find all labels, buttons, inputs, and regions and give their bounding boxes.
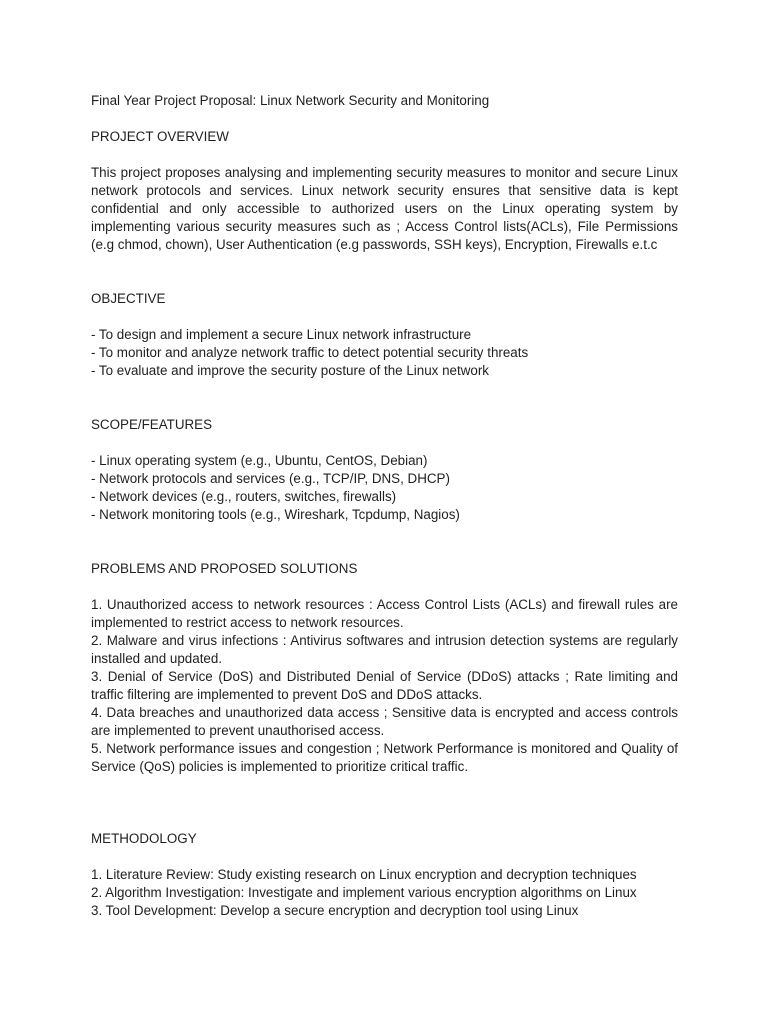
list-item: 3. Tool Development: Develop a secure encryption and decryption tool using Linux	[91, 903, 579, 918]
objective-heading: OBJECTIVE	[91, 291, 166, 306]
list-item: 1. Unauthorized access to network resources : Access Control Lists (ACLs) and firewall rules are implemented to restrict access to network resources.	[91, 597, 678, 630]
spacer	[91, 254, 678, 290]
overview-paragraph: This project proposes analysing and implementing security measures to monitor and secure Linux network protocols and services. Linux network security ensures that sensitive data is kept confidential and only accessible to authorized users on the Linux operating system by implementing various security measures such as ; Access Control lists(ACLs), File Permissions (e.g chmod, chown), User Authentication (e.g passwords, SSH keys), Encryption, Firewalls e.t.c	[91, 165, 678, 252]
list-item: - To design and implement a secure Linux network infrastructure	[91, 327, 472, 342]
spacer	[91, 524, 678, 560]
objective-list	[91, 326, 678, 380]
list-item: 4. Data breaches and unauthorized data access ; Sensitive data is encrypted and access controls are implemented to prevent unauthorised access.	[91, 705, 678, 738]
list-item: - To evaluate and improve the security posture of the Linux network	[91, 363, 489, 378]
spacer	[91, 776, 678, 830]
spacer	[91, 110, 678, 128]
spacer	[91, 578, 678, 596]
list-item: 2. Algorithm Investigation: Investigate and implement various encryption algorithms on Linux	[91, 885, 637, 900]
list-item: 5. Network performance issues and congestion ; Network Performance is monitored and Quality of Service (QoS) policies is implemented to prioritize critical traffic.	[91, 741, 678, 774]
document-page	[91, 92, 678, 920]
overview-heading: PROJECT OVERVIEW	[91, 129, 229, 144]
spacer	[91, 308, 678, 326]
scope-heading: SCOPE/FEATURES	[91, 417, 213, 432]
list-item: - Network devices (e.g., routers, switches, firewalls)	[91, 489, 397, 504]
list-item: - Network monitoring tools (e.g., Wireshark, Tcpdump, Nagios)	[91, 507, 460, 522]
list-item: 1. Literature Review: Study existing research on Linux encryption and decryption techniques	[91, 867, 637, 882]
problems-list	[91, 596, 678, 776]
list-item: 3. Denial of Service (DoS) and Distributed Denial of Service (DDoS) attacks ; Rate limiting and traffic filtering are implemented to prevent DoS and DDoS attacks.	[91, 669, 678, 702]
methodology-list	[91, 866, 678, 920]
list-item: - To monitor and analyze network traffic to detect potential security threats	[91, 345, 529, 360]
list-item: - Linux operating system (e.g., Ubuntu, CentOS, Debian)	[91, 453, 428, 468]
spacer	[91, 848, 678, 866]
spacer	[91, 380, 678, 416]
problems-heading: PROBLEMS AND PROPOSED SOLUTIONS	[91, 561, 358, 576]
list-item: - Network protocols and services (e.g., TCP/IP, DNS, DHCP)	[91, 471, 450, 486]
spacer	[91, 146, 678, 164]
document-title: Final Year Project Proposal: Linux Network Security and Monitoring	[91, 93, 490, 108]
spacer	[91, 434, 678, 452]
methodology-heading: METHODOLOGY	[91, 831, 197, 846]
list-item: 2. Malware and virus infections : Antivirus softwares and intrusion detection systems are regularly installed and updated.	[91, 633, 678, 666]
scope-list	[91, 452, 678, 524]
